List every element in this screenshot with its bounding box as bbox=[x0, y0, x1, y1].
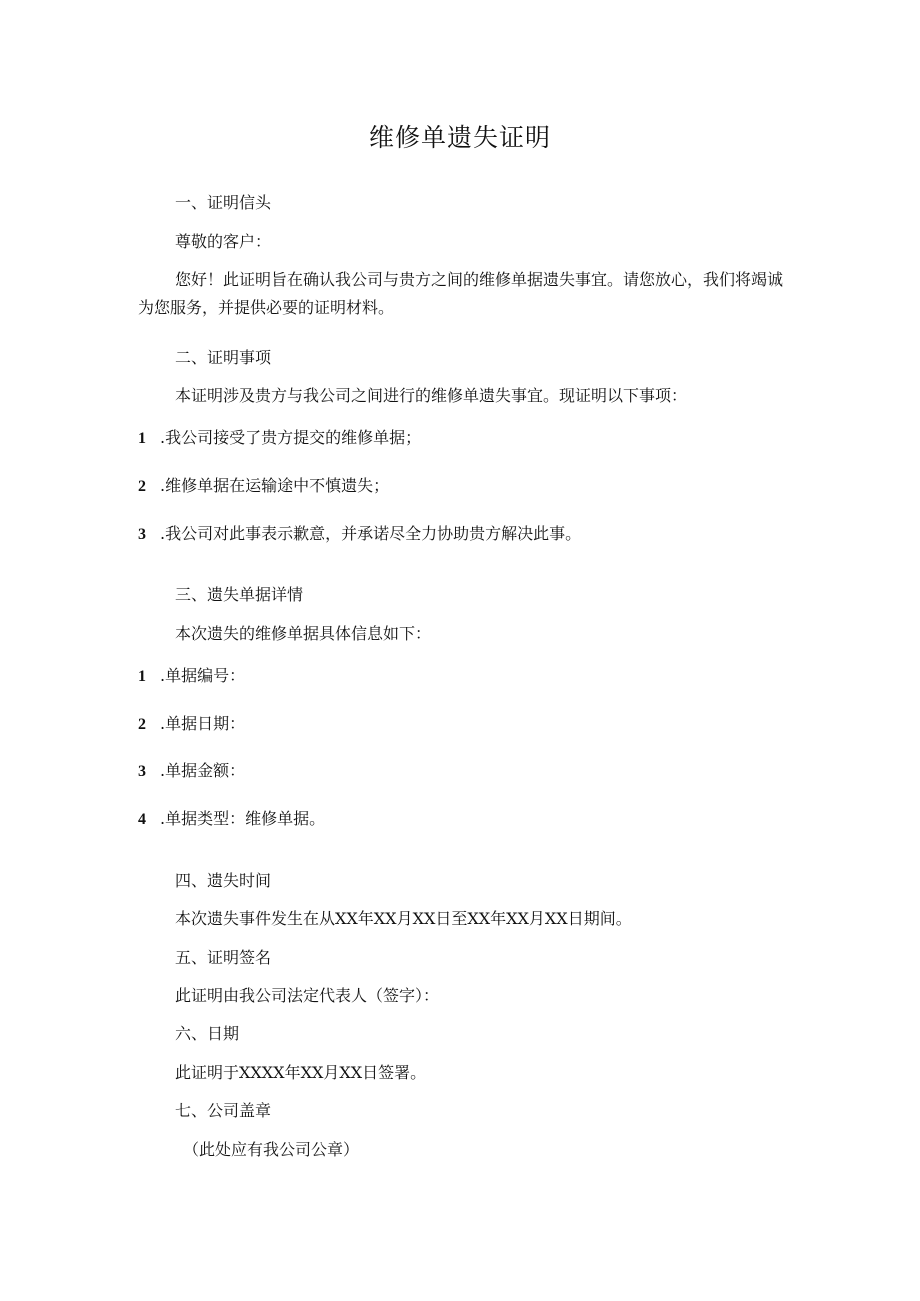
section-heading-lost-details: 三、遗失单据详情 bbox=[175, 585, 304, 604]
list-item bbox=[138, 664, 245, 689]
list-item bbox=[138, 759, 245, 784]
section-lost-time-text: 本次遗失事件发生在从XX年XX月XX日至XX年XX月XX日期间。 bbox=[175, 909, 632, 928]
list-item bbox=[138, 426, 421, 451]
list-item-number: 4 bbox=[138, 811, 146, 828]
list-item bbox=[138, 807, 325, 832]
section-date-text: 此证明于XXXX年XX月XX日签署。 bbox=[175, 1063, 427, 1082]
section-heading-letterhead: 一、证明信头 bbox=[175, 193, 272, 212]
section-matters-intro: 本证明涉及贵方与我公司之间进行的维修单遗失事宜。现证明以下事项： bbox=[175, 386, 688, 405]
list-item-number: 2 bbox=[138, 716, 146, 733]
list-item bbox=[138, 522, 581, 547]
document-title: 维修单遗失证明 bbox=[368, 123, 551, 152]
list-item bbox=[138, 712, 245, 737]
section-signature-text: 此证明由我公司法定代表人（签字）： bbox=[175, 986, 440, 1005]
list-item-text: .我公司对此事表示歉意，并承诺尽全力协助贵方解决此事。 bbox=[160, 524, 582, 543]
company-seal-placeholder: （此处应有我公司公章） bbox=[183, 1140, 360, 1159]
list-item-text: .维修单据在运输途中不慎遗失； bbox=[160, 476, 390, 495]
list-item-text: .单据编号： bbox=[160, 666, 246, 685]
section-lost-details-intro: 本次遗失的维修单据具体信息如下： bbox=[175, 624, 432, 643]
list-item-number: 2 bbox=[138, 478, 146, 495]
section-heading-lost-time: 四、遗失时间 bbox=[175, 871, 272, 890]
section-heading-date: 六、日期 bbox=[175, 1024, 240, 1043]
section-heading-matters: 二、证明事项 bbox=[175, 348, 272, 367]
list-item-text: .单据金额： bbox=[160, 761, 246, 780]
list-item-number: 1 bbox=[138, 668, 146, 685]
list-item bbox=[138, 474, 389, 499]
list-item-number: 3 bbox=[138, 763, 146, 780]
list-item-number: 1 bbox=[138, 430, 146, 447]
section-heading-signature: 五、证明签名 bbox=[175, 948, 272, 967]
list-item-text: .单据类型：维修单据。 bbox=[160, 809, 326, 828]
section-heading-company-seal: 七、公司盖章 bbox=[175, 1101, 272, 1120]
intro-paragraph: 您好！此证明旨在确认我公司与贵方之间的维修单据遗失事宜。请您放心，我们将竭诚为您服务，并提供必要的证明材料。 bbox=[138, 270, 784, 317]
list-item-number: 3 bbox=[138, 526, 146, 543]
salutation: 尊敬的客户： bbox=[175, 232, 272, 251]
list-item-text: .我公司接受了贵方提交的维修单据； bbox=[160, 428, 422, 447]
list-item-text: .单据日期： bbox=[160, 714, 246, 733]
